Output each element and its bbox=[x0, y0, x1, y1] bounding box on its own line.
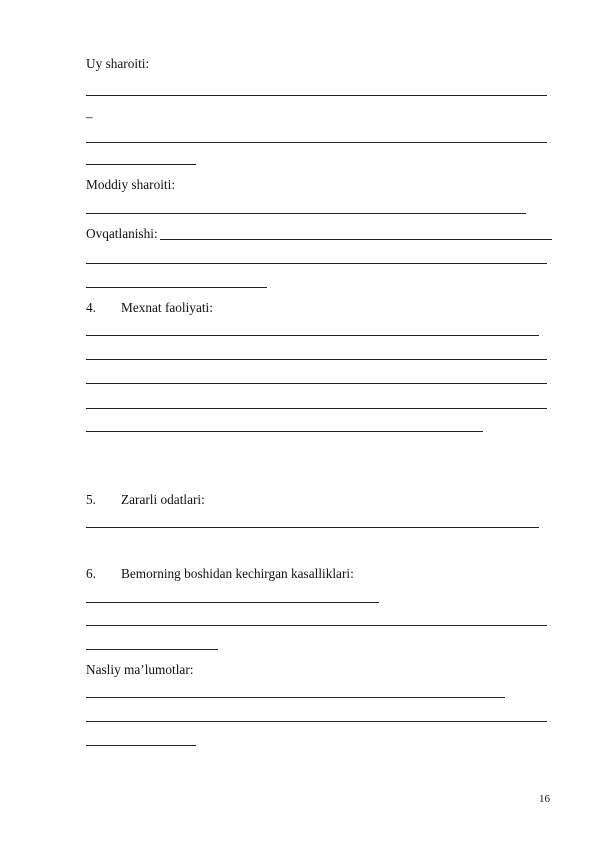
label-moddiy-sharoiti: Moddiy sharoiti: bbox=[86, 177, 176, 192]
blank-line[interactable] bbox=[160, 239, 552, 240]
blank-line[interactable] bbox=[86, 383, 547, 384]
blank-line[interactable] bbox=[86, 164, 196, 165]
blank-line[interactable] bbox=[86, 263, 547, 264]
blank-line[interactable] bbox=[86, 697, 505, 698]
blank-line[interactable] bbox=[86, 95, 547, 96]
label-ovqatlanishi: Ovqatlanishi: bbox=[86, 226, 158, 241]
item-number-4: 4. bbox=[86, 300, 96, 315]
blank-line[interactable] bbox=[86, 287, 267, 288]
dash-mark: – bbox=[86, 109, 93, 124]
blank-line[interactable] bbox=[86, 721, 547, 722]
blank-line[interactable] bbox=[86, 625, 547, 626]
blank-line[interactable] bbox=[86, 213, 526, 214]
page-number: 16 bbox=[539, 793, 550, 805]
blank-line[interactable] bbox=[86, 408, 547, 409]
blank-line[interactable] bbox=[86, 359, 547, 360]
blank-line[interactable] bbox=[86, 431, 483, 432]
label-uy-sharoiti: Uy sharoiti: bbox=[86, 56, 150, 71]
blank-line[interactable] bbox=[86, 527, 539, 528]
label-mexnat-faoliyati: Mexnat faoliyati: bbox=[121, 300, 213, 315]
label-kasalliklar: Bemorning boshidan kechirgan kasalliklari: bbox=[121, 566, 354, 581]
item-number-6: 6. bbox=[86, 566, 96, 581]
label-zararli-odatlari: Zararli odatlari: bbox=[121, 492, 205, 507]
blank-line[interactable] bbox=[86, 649, 218, 650]
label-nasliy-malumotlar: Nasliy ma’lumotlar: bbox=[86, 662, 194, 677]
item-number-5: 5. bbox=[86, 492, 96, 507]
blank-line[interactable] bbox=[86, 335, 539, 336]
blank-line[interactable] bbox=[86, 142, 547, 143]
blank-line[interactable] bbox=[86, 602, 379, 603]
blank-line[interactable] bbox=[86, 745, 196, 746]
